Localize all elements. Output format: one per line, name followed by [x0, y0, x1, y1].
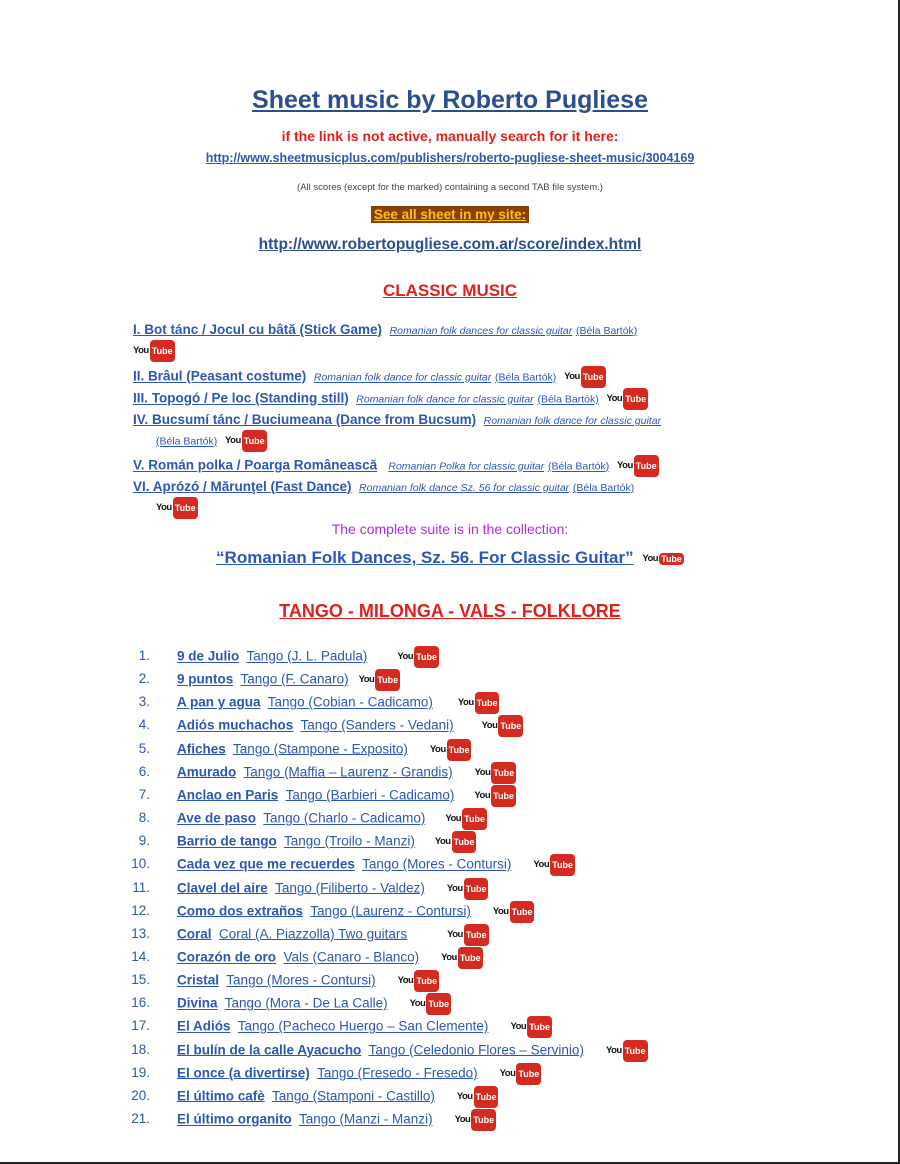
tab-note: (All scores (except for the marked) containing a second TAB file system.) [297, 182, 603, 193]
youtube-icon[interactable]: You Tube [359, 669, 401, 691]
youtube-icon[interactable]: You Tube [445, 808, 487, 830]
classic-item-title[interactable]: V. Román polka / Poarga Românească [133, 457, 378, 473]
tango-item-title[interactable]: Corazón de oro [177, 949, 277, 965]
tango-item-title[interactable]: El último organito [177, 1111, 292, 1127]
tango-item-entry[interactable] [177, 1016, 552, 1038]
youtube-icon[interactable]: You Tube [398, 970, 440, 992]
tango-item-title[interactable]: 9 puntos [177, 671, 234, 687]
tango-item-title[interactable]: Ave de paso [177, 810, 257, 826]
page-title: Sheet music by Roberto Pugliese [252, 86, 648, 114]
tango-item-entry[interactable] [177, 1063, 541, 1085]
tango-item-entry[interactable] [177, 854, 575, 876]
youtube-icon[interactable]: You Tube [430, 739, 472, 761]
suite-note: The complete suite is in the collection: [331, 521, 569, 537]
classic-item-title[interactable]: II. Brâul (Peasant costume) [133, 368, 307, 384]
tango-item-desc[interactable]: Tango (Charlo - Cadicamo) [263, 810, 426, 826]
classic-item-title[interactable]: III. Topogó / Pe loc (Standing still) [133, 390, 349, 406]
tango-item-number: 12. [131, 902, 150, 918]
tango-item-desc[interactable]: Tango (F. Canaro) [240, 671, 349, 687]
youtube-icon[interactable]: You Tube [133, 340, 175, 362]
tango-item-title[interactable]: Adiós muchachos [177, 718, 294, 733]
tango-item-number: 2. [138, 671, 150, 687]
publisher-link[interactable]: http://www.sheetmusicplus.com/publishers/roberto-pugliese-sheet-music/3004169 [205, 151, 695, 165]
tango-item-desc[interactable]: Tango (Mora - De La Calle) [224, 995, 388, 1011]
tango-item-entry[interactable] [177, 970, 439, 992]
classic-item-desc[interactable]: Romanian folk dances for classic guitar [389, 325, 573, 337]
youtube-icon[interactable]: You Tube [493, 901, 535, 923]
tango-item-title[interactable]: Cada vez que me recuerdes [177, 856, 355, 872]
youtube-icon[interactable]: You Tube [457, 1086, 499, 1108]
tango-item-desc[interactable]: Tango (Fresedo - Fresedo) [317, 1065, 478, 1081]
youtube-icon[interactable]: You Tube [397, 646, 439, 668]
classic-item[interactable] [133, 455, 659, 477]
tango-item-entry[interactable] [177, 715, 523, 737]
tango-item-desc[interactable]: Coral (A. Piazzolla) Two guitars [219, 926, 408, 942]
tango-item-number: 6. [138, 763, 150, 779]
classic-item[interactable] [133, 320, 637, 341]
tango-item-desc[interactable]: Tango (Pacheco Huergo – San Clemente) [237, 1018, 489, 1034]
classic-item-cont[interactable] [156, 430, 267, 452]
classic-item-title[interactable]: VI. Aprózó / Mărunţel (Fast Dance) [133, 479, 352, 494]
tango-item-desc[interactable]: Tango (Celedonio Flores – Servinio) [368, 1042, 584, 1058]
tango-item-number: 13. [131, 925, 150, 941]
tango-item-number: 8. [138, 810, 150, 826]
see-all-link[interactable]: See all sheet in my site: [371, 206, 529, 223]
tango-item-title[interactable]: Amurado [177, 764, 237, 780]
tango-item-number: 5. [138, 740, 150, 756]
classic-item-author: (Béla Bartók) [495, 371, 557, 384]
classic-item-desc[interactable]: Romanian folk dance for classic guitar [356, 393, 534, 406]
tango-item-title[interactable]: El último cafè [177, 1088, 265, 1104]
classic-item[interactable] [133, 477, 634, 498]
tango-item-entry[interactable] [177, 1040, 648, 1062]
youtube-icon[interactable]: You Tube [482, 715, 524, 737]
youtube-icon[interactable]: You Tube [410, 993, 452, 1015]
tango-item-number: 3. [138, 694, 150, 710]
classic-item[interactable] [133, 366, 606, 388]
tango-item-desc[interactable]: Tango (Manzi - Manzi) [299, 1111, 433, 1127]
tango-item-entry[interactable] [177, 692, 499, 714]
tango-item-number: 9. [138, 833, 150, 849]
youtube-icon[interactable]: You Tube [447, 878, 489, 900]
tango-item-title[interactable]: El bulín de la calle Ayacucho [177, 1042, 362, 1058]
tango-item-desc[interactable]: Tango (Troilo - Manzi) [284, 833, 415, 849]
tango-item-number: 11. [132, 879, 150, 895]
classic-item[interactable] [133, 410, 661, 431]
youtube-icon[interactable]: You Tube [510, 1016, 552, 1038]
youtube-icon[interactable]: You Tube [458, 692, 500, 714]
tango-item-title[interactable]: Anclao en Paris [177, 787, 279, 803]
tango-item-number: 14. [131, 948, 150, 964]
tango-item-number: 16. [131, 995, 150, 1011]
tango-item-entry[interactable] [177, 878, 488, 900]
youtube-icon[interactable]: You Tube [156, 497, 198, 519]
tango-item-entry[interactable] [177, 808, 487, 830]
tango-item-desc[interactable]: Tango (Laurenz - Contursi) [310, 903, 471, 919]
youtube-icon[interactable]: You Tube [225, 430, 267, 452]
classic-item-title[interactable]: IV. Bucsumí tánc / Buciumeana (Dance from Bucsum) [133, 412, 477, 427]
tango-item-entry[interactable] [177, 924, 489, 946]
tango-item-number: 20. [131, 1087, 150, 1103]
classic-item-author: (Béla Bartók) [547, 460, 610, 473]
tango-item-title[interactable]: El once (a divertirse) [177, 1065, 310, 1081]
tango-item-title[interactable]: El Adiós [177, 1018, 231, 1034]
youtube-icon[interactable]: You Tube [435, 831, 477, 853]
tango-item-entry[interactable] [177, 762, 516, 784]
tango-item-desc[interactable]: Tango (Mores - Contursi) [362, 856, 512, 872]
tango-item-entry[interactable] [177, 785, 516, 807]
suite-title[interactable] [0, 548, 900, 568]
tango-item-desc[interactable]: Tango (J. L. Padula) [246, 648, 368, 664]
tango-item-desc[interactable]: Vals (Canaro - Blanco) [283, 949, 420, 965]
tango-item-title[interactable]: Coral [177, 926, 212, 942]
youtube-icon[interactable]: You Tube [441, 947, 483, 969]
tango-item-number: 21. [131, 1111, 150, 1126]
tango-item-desc[interactable]: Tango (Stampone - Exposito) [233, 741, 408, 757]
tango-item-entry[interactable] [177, 993, 451, 1015]
tango-item-title[interactable]: Como dos extraños [177, 903, 304, 919]
tango-heading: TANGO - MILONGA - VALS - FOLKLORE [279, 601, 621, 621]
tango-item-title[interactable]: Afiches [177, 741, 226, 757]
youtube-icon[interactable]: You Tube [606, 1040, 648, 1062]
tango-item-title[interactable]: A pan y agua [177, 694, 261, 710]
tango-item-number: 18. [131, 1041, 150, 1057]
tango-item-entry[interactable] [177, 901, 534, 923]
classic-item-author: (Béla Bartók) [572, 482, 635, 494]
tango-item-entry[interactable] [177, 646, 439, 668]
tango-item-title[interactable]: 9 de Julio [177, 648, 240, 664]
classic-item-title[interactable]: I. Bot tánc / Jocul cu bâtă (Stick Game) [133, 322, 383, 337]
see-all-wrap [0, 206, 900, 224]
youtube-icon[interactable]: You Tube [607, 388, 649, 410]
youtube-badge[interactable] [133, 340, 175, 362]
tango-item-entry[interactable] [177, 669, 400, 691]
tango-item-desc[interactable]: Tango (Stamponi - Castillo) [272, 1088, 435, 1104]
tango-item-desc[interactable]: Tango (Mores - Contursi) [226, 972, 376, 988]
classic-item-desc[interactable]: Romanian folk dance for classic guitar [313, 371, 492, 384]
tango-item-number: 4. [138, 717, 150, 733]
youtube-icon[interactable]: You Tube [564, 366, 606, 388]
tango-item-number: 7. [138, 786, 150, 802]
classic-item-desc[interactable]: Romanian folk dance for classic guitar [483, 415, 662, 427]
tango-item-number: 17. [131, 1018, 150, 1034]
classic-item-author: (Béla Bartók) [537, 393, 599, 406]
tango-item-number: 15. [131, 972, 150, 988]
tango-item-desc[interactable]: Tango (Barbieri - Cadicamo) [285, 787, 455, 803]
tango-item-entry[interactable] [177, 947, 483, 969]
youtube-icon[interactable]: You Tube [474, 785, 516, 807]
tango-item-entry[interactable] [177, 1086, 498, 1108]
youtube-icon[interactable]: You Tube [455, 1109, 497, 1131]
youtube-icon[interactable]: You Tube [447, 924, 489, 946]
tango-item-entry[interactable] [177, 831, 476, 853]
youtube-icon[interactable]: You Tube [533, 854, 575, 876]
tango-item-desc[interactable]: Tango (Sanders - Vedani) [300, 718, 454, 733]
suite-title-link[interactable]: “Romanian Folk Dances, Sz. 56. For Classic Guitar” [216, 548, 634, 567]
notice-text: if the link is not active, manually search for it here: [281, 128, 619, 144]
tango-item-title[interactable]: Divina [177, 995, 218, 1011]
classic-item-author: (Béla Bartók) [156, 435, 218, 448]
youtube-badge[interactable] [156, 497, 198, 519]
tango-item-entry[interactable] [177, 1109, 496, 1131]
youtube-icon[interactable]: You Tube [617, 455, 659, 477]
tango-item-title[interactable]: Clavel del aire [177, 880, 268, 896]
classic-item-desc[interactable]: Romanian Polka for classic guitar [388, 460, 545, 473]
youtube-icon[interactable]: You Tube [642, 553, 682, 565]
tango-item-number: 10. [131, 856, 150, 872]
tango-item-entry[interactable] [177, 739, 471, 761]
classic-item-author: (Béla Bartók) [576, 325, 638, 337]
tango-item-number: 1. [138, 648, 150, 663]
classic-item-desc[interactable]: Romanian folk dance Sz. 56 for classic guitar [359, 482, 570, 494]
classic-item[interactable] [133, 388, 648, 410]
tango-item-desc[interactable]: Tango (Cobian - Cadicamo) [267, 694, 433, 710]
site-link[interactable]: http://www.robertopugliese.com.ar/score/index.html [258, 236, 642, 253]
tango-item-desc[interactable]: Tango (Filiberto - Valdez) [275, 880, 425, 896]
tango-item-title[interactable]: Cristal [177, 972, 220, 988]
tango-item-desc[interactable]: Tango (Maffia – Laurenz - Grandis) [243, 764, 453, 780]
youtube-icon[interactable]: You Tube [500, 1063, 542, 1085]
classic-heading: CLASSIC MUSIC [382, 281, 518, 300]
tango-item-title[interactable]: Barrio de tango [177, 833, 277, 849]
youtube-icon[interactable]: You Tube [475, 762, 517, 784]
tango-item-number: 19. [131, 1064, 150, 1080]
